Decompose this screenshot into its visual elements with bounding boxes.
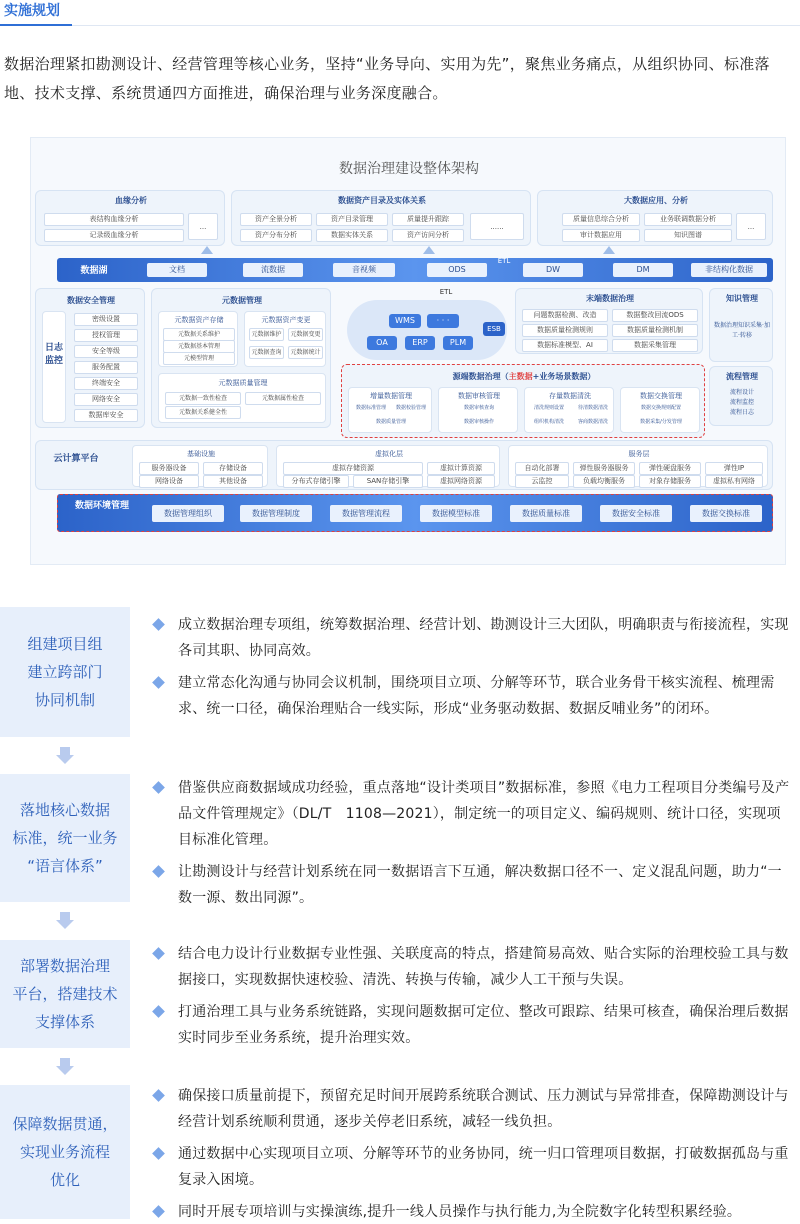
diamond-bullet-icon <box>152 1005 165 1018</box>
diamond-bullet-icon <box>152 618 165 631</box>
diagram-title: 数据治理建设整体架构 <box>339 161 479 177</box>
bullet-item <box>152 1199 792 1224</box>
flow-item: 流程日志 <box>729 409 754 416</box>
bullet-item <box>152 612 792 664</box>
chevron-down-icon <box>55 1056 75 1076</box>
source-governance-group <box>341 364 705 438</box>
metadata-item: 元数据变更 <box>288 328 323 341</box>
source-governance-title <box>342 371 706 382</box>
source-item: 数据交换规则配置 <box>640 405 681 411</box>
knowledge-group <box>709 288 773 362</box>
security-group <box>35 288 145 428</box>
bigdata-group <box>537 190 773 246</box>
metadata-item: 元数据维护 <box>249 328 284 341</box>
top-rule <box>0 25 800 26</box>
terminal-item: 数据质量检测机制 <box>612 324 698 337</box>
step-3-bullets <box>152 941 792 1057</box>
virtual-item: 分布式存储引擎 <box>283 475 349 488</box>
asset-item: ...... <box>470 213 524 240</box>
asset-item: 资产目录管理 <box>316 213 388 226</box>
service-item: 云监控 <box>515 475 569 488</box>
bullet-text: 确保接口质量前提下，预留充足时间开展跨系统联合测试、压力测试与异常排查，保障勘测设计与经营计划系统顺利贯通，逐步关停老旧系统，减轻一线负担。 <box>178 1088 789 1130</box>
terminal-item: 问题数据检测、改造 <box>522 309 608 322</box>
service-item: 自动化部署 <box>515 462 569 475</box>
metadata-change-title: 元数据资产变更 <box>261 316 311 324</box>
log-monitor-box <box>42 311 66 423</box>
lake-item: 流数据 <box>243 263 303 277</box>
virtual-item: 虚拟计算资源 <box>427 462 495 475</box>
metadata-item: 元数据关系健全性 <box>165 406 241 419</box>
arrow-up-icon <box>603 246 615 254</box>
lineage-title: 血缘分析 <box>115 196 147 205</box>
source-item: 数据标准管理 <box>355 405 386 411</box>
metadata-storage <box>158 311 238 367</box>
env-item: 数据管理组织 <box>152 505 224 522</box>
diamond-bullet-icon <box>152 781 165 794</box>
bigdata-title: 大数据应用、分析 <box>624 196 688 205</box>
bigdata-item: 业务联调数据分析 <box>644 213 732 226</box>
virtual-box <box>276 445 500 487</box>
bullet-item <box>152 859 792 911</box>
bigdata-item: 审计数据应用 <box>562 229 640 242</box>
env-item: 数据管理制度 <box>240 505 312 522</box>
step-3-title-line: 部署数据治理 <box>19 957 110 975</box>
chevron-down-icon <box>55 910 75 930</box>
metadata-quality <box>158 373 326 423</box>
lineage-item: ... <box>188 213 218 240</box>
terminal-title: 末端数据治理 <box>586 294 634 303</box>
diamond-bullet-icon <box>152 1147 165 1160</box>
metadata-item: 元数据基本管理 <box>163 340 235 353</box>
infra-title: 基础设施 <box>187 450 215 458</box>
step-3-box <box>0 940 130 1048</box>
lake-item: 音视频 <box>333 263 395 277</box>
step-3-title-line: 支撑体系 <box>34 1013 95 1031</box>
service-box <box>508 445 768 487</box>
bigdata-item: 质量信息综合分析 <box>562 213 640 226</box>
bullet-item <box>152 775 792 853</box>
flow-group <box>709 366 773 426</box>
source-item: 数据质量管理 <box>375 419 406 425</box>
bullet-item <box>152 670 792 722</box>
security-item: 终端安全 <box>74 377 138 390</box>
env-item: 数据安全标准 <box>600 505 672 522</box>
terminal-item: 数据标准模型、AI <box>522 339 608 352</box>
diamond-bullet-icon <box>152 865 165 878</box>
source-subgroup <box>524 387 614 433</box>
source-subgroup <box>438 387 518 433</box>
metadata-group <box>151 288 331 428</box>
metadata-item: 元模型管理 <box>163 352 235 365</box>
infra-box <box>132 445 268 487</box>
source-item: 组织机构清洗 <box>533 419 564 425</box>
bullet-item <box>152 999 792 1051</box>
asset-catalog-title: 数据资产目录及实体关系 <box>338 196 426 205</box>
lake-item: DM <box>613 263 673 277</box>
metadata-change <box>244 311 326 367</box>
bullet-item <box>152 1141 792 1193</box>
asset-item: 资产全景分析 <box>240 213 312 226</box>
source-subgroup-title: 存量数据清洗 <box>549 392 591 400</box>
service-item: 弹性IP <box>705 462 763 475</box>
lake-item: DW <box>523 263 583 277</box>
step-2-title-line: 落地核心数据 <box>19 801 110 819</box>
system-erp: ERP <box>405 336 435 350</box>
bullet-text: 借鉴供应商数据域成功经验，重点落地“设计类项目”数据标准，参照《电力工程项目分类编号及产品文件管理规定》（DL/T 1108—2021），制定统一的项目定义、编码规则、统计口径，实现项目标准化管理。 <box>178 780 790 848</box>
lake-etl-label: ETL <box>497 257 511 265</box>
cloud-platform-group <box>35 440 773 490</box>
env-item: 数据质量标准 <box>510 505 582 522</box>
section-title: 实施规划 <box>4 3 60 19</box>
flow-item: 流程监控 <box>729 399 754 406</box>
source-title-highlight: 主数据 <box>508 372 533 381</box>
env-management-bar <box>57 494 773 532</box>
bullet-text: 通过数据中心实现项目立项、分解等环节的业务协同，统一归口管理项目数据，打破数据孤岛与重复录入困境。 <box>178 1146 789 1188</box>
lineage-group <box>35 190 225 246</box>
bullet-item <box>152 941 792 993</box>
source-item: 数据采集/分发管理 <box>640 419 682 425</box>
virtual-item: 虚拟存储资源 <box>283 462 423 475</box>
step-3-title-line: 平台，搭建技术 <box>12 985 118 1003</box>
bullet-text: 结合电力设计行业数据专业性强、关联度高的特点，搭建简易高效、贴合实际的治理校验工具与数据接口，实现数据快速校验、清洗、转换与传输，减少人工干预与失误。 <box>178 946 789 988</box>
arrow-up-icon <box>423 246 435 254</box>
security-item: 网络安全 <box>74 393 138 406</box>
service-item: 虚拟私有网络 <box>705 475 763 488</box>
lake-item: 文档 <box>147 263 207 277</box>
terminal-item: 数据质量检测规则 <box>522 324 608 337</box>
diamond-bullet-icon <box>152 947 165 960</box>
source-item: 数据审核查询 <box>463 405 494 411</box>
terminal-item: 数据采集管理 <box>612 339 698 352</box>
step-4-title-line: 保障数据贯通， <box>12 1115 118 1133</box>
service-item: 弹性服务器服务 <box>573 462 635 475</box>
step-2-bullets <box>152 775 792 917</box>
source-item: 数据审核操作 <box>463 419 494 425</box>
asset-item: 数据实体关系 <box>316 229 388 242</box>
diamond-bullet-icon <box>152 1089 165 1102</box>
bullet-text: 让勘测设计与经营计划系统在同一数据语言下互通，解决数据口径不一、定义混乱问题，助力“一数一源、数出同源”。 <box>178 864 782 906</box>
virtual-title: 虚拟化层 <box>375 450 403 458</box>
terminal-governance-group <box>515 288 703 354</box>
infra-item: 服务器设备 <box>139 462 199 475</box>
bullet-text: 打通治理工具与业务系统链路，实现问题数据可定位、整改可跟踪、结果可核查，确保治理后数据实时同步至业务系统，提升治理实效。 <box>178 1004 789 1046</box>
env-item: 数据交换标准 <box>690 505 762 522</box>
env-item: 数据管理流程 <box>330 505 402 522</box>
center-etl-label: ETL <box>439 288 453 296</box>
bullet-text: 建立常态化沟通与协同会议机制，围绕项目立项、分解等环节，联合业务骨干核实流程、梳理需求、统一口径，确保治理贴合一线实际，形成“业务驱动数据、数据反哺业务”的闭环。 <box>178 675 775 717</box>
source-item: 客商数据清洗 <box>577 419 608 425</box>
step-1-bullets <box>152 612 792 728</box>
infra-item: 网络设备 <box>139 475 199 488</box>
source-subgroup <box>620 387 700 433</box>
step-1-box <box>0 607 130 737</box>
step-4-box <box>0 1085 130 1219</box>
metadata-item: 元数据一致性检查 <box>165 392 241 405</box>
data-lake-label: 数据湖 <box>80 266 108 276</box>
step-4-bullets <box>152 1083 792 1224</box>
infra-item: 存储设备 <box>203 462 263 475</box>
source-subgroup-title: 增量数据管理 <box>370 392 412 400</box>
metadata-item: 元数据查询 <box>249 346 284 359</box>
bullet-text: 成立数据治理专项组，统筹数据治理、经营计划、勘测设计三大团队，明确职责与衔接流程，实现各司其职、协同高效。 <box>178 617 789 659</box>
intro-paragraph: 数据治理紧扣勘测设计、经营管理等核心业务，坚持“业务导向、实用为先”，聚焦业务痛点，从组织协同、标准落地、技术支撑、系统贯通四方面推进，确保治理与业务深度融合。 <box>4 55 770 102</box>
lake-item: ODS <box>427 263 487 277</box>
step-1-title-line: 建立跨部门 <box>27 663 103 681</box>
bullet-item <box>152 1083 792 1135</box>
system-wms: WMS <box>389 314 421 328</box>
cloud-platform-title: 云计算平台 <box>53 454 99 464</box>
chevron-down-icon <box>55 745 75 765</box>
system-oa: OA <box>367 336 397 350</box>
metadata-storage-title: 元数据资产存储 <box>174 316 224 324</box>
esb-cluster <box>347 300 507 360</box>
asset-catalog-group <box>231 190 531 246</box>
lineage-item: 记录级血缘分析 <box>44 229 184 242</box>
service-title: 服务层 <box>628 450 650 458</box>
source-subgroup-title: 数据交换管理 <box>640 392 682 400</box>
source-item: 待清数据清洗 <box>577 405 608 411</box>
architecture-diagram <box>30 137 786 565</box>
step-4-title-line: 实现业务流程 <box>19 1143 110 1161</box>
log-monitor-label: 日志监控 <box>44 343 63 366</box>
step-1-title-line: 组建项目组 <box>27 635 103 653</box>
security-title: 数据安全管理 <box>67 296 115 305</box>
asset-item: 质量提升跟踪 <box>392 213 464 226</box>
security-item: 授权管理 <box>74 329 138 342</box>
virtual-item: 虚拟网络资源 <box>427 475 495 488</box>
step-2-box <box>0 774 130 902</box>
bigdata-item: 知识图谱 <box>644 229 732 242</box>
terminal-item: 数据整改回流ODS <box>612 309 698 322</box>
env-management-label: 数据环境管理 <box>74 501 129 511</box>
metadata-title: 元数据管理 <box>222 296 262 305</box>
system-more: · · · <box>427 314 459 328</box>
system-plm: PLM <box>443 336 473 350</box>
step-2-title-line: “语言体系” <box>27 857 103 875</box>
security-item: 密级设置 <box>74 313 138 326</box>
knowledge-desc: 数据治理知识采集·加工·转移 <box>714 322 770 339</box>
flow-title: 流程管理 <box>726 372 758 381</box>
lake-item: 非结构化数据 <box>691 263 767 277</box>
source-title-part: 源端数据治理（ <box>452 372 509 381</box>
service-item: 对象存储服务 <box>639 475 701 488</box>
diamond-bullet-icon <box>152 1205 165 1218</box>
lineage-item: 表结构血缘分析 <box>44 213 184 226</box>
security-item: 服务配置 <box>74 361 138 374</box>
security-item: 安全等级 <box>74 345 138 358</box>
bigdata-item: ... <box>736 213 766 240</box>
virtual-item: SAN存储引擎 <box>353 475 423 488</box>
asset-item: 资产分布分析 <box>240 229 312 242</box>
bullet-text: 同时开展专项培训与实操演练,提升一线人员操作与执行能力,为全院数字化转型积累经验。 <box>178 1204 742 1220</box>
metadata-quality-title: 元数据质量管理 <box>218 379 268 387</box>
data-lake-bar <box>57 258 773 282</box>
asset-item: 资产访问分析 <box>392 229 464 242</box>
flow-item: 流程设计 <box>729 389 754 396</box>
step-4-title-line: 优化 <box>49 1171 80 1189</box>
arrow-up-icon <box>201 246 213 254</box>
step-2-title-line: 标准，统一业务 <box>12 829 118 847</box>
source-subgroup-title: 数据审核管理 <box>458 392 500 400</box>
metadata-item: 元数据属性检查 <box>245 392 321 405</box>
source-item: 数据校验管理 <box>395 405 426 411</box>
diamond-bullet-icon <box>152 676 165 689</box>
source-title-part: +业务场景数据） <box>532 372 596 381</box>
infra-item: 其他设备 <box>203 475 263 488</box>
service-item: 负载均衡服务 <box>573 475 635 488</box>
service-item: 弹性硬盘服务 <box>639 462 701 475</box>
source-item: 清洗规则设置 <box>533 405 564 411</box>
metadata-item: 元数据统计 <box>288 346 323 359</box>
esb-label: ESB <box>483 322 505 336</box>
knowledge-title: 知识管理 <box>726 294 758 303</box>
security-item: 数据库安全 <box>74 409 138 422</box>
env-item: 数据模型标准 <box>420 505 492 522</box>
section-title-underline <box>0 24 72 26</box>
metadata-item: 元数据关系维护 <box>163 328 235 341</box>
step-1-title-line: 协同机制 <box>34 691 95 709</box>
source-subgroup <box>348 387 432 433</box>
